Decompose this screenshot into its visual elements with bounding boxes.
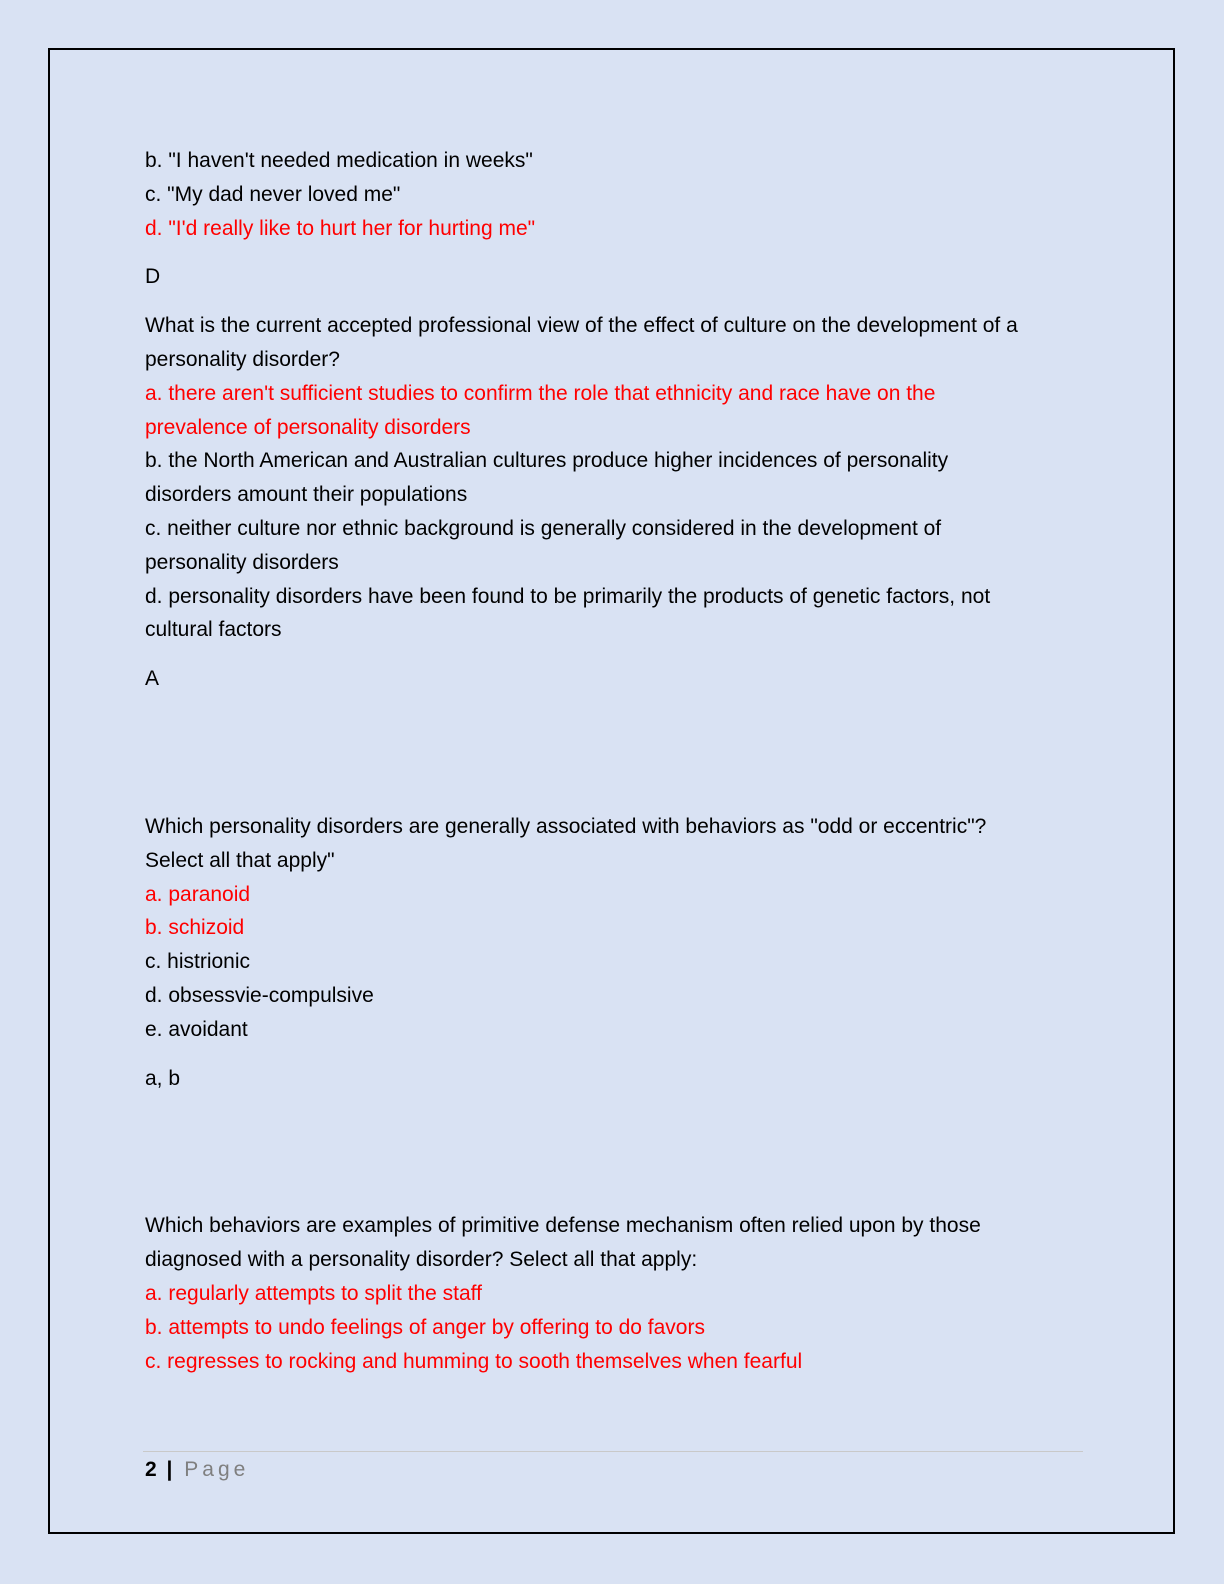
question-text: personality disorder? xyxy=(145,347,340,371)
document-body xyxy=(145,144,1085,1378)
page-number: 2 xyxy=(145,1458,157,1481)
question-3 xyxy=(145,810,1085,1047)
question-text: Which personality disorders are generally associated with behaviors as "odd or eccentric"? xyxy=(145,814,987,838)
question-text: What is the current accepted professional view of the effect of culture on the development of a xyxy=(145,314,1018,338)
question-text: Which behaviors are examples of primitive defense mechanism often relied upon by those xyxy=(145,1214,981,1238)
correct-option-text: prevalence of personality disorders xyxy=(145,415,471,439)
question-text: diagnosed with a personality disorder? Select all that apply: xyxy=(145,1248,698,1272)
page-label: Page xyxy=(184,1458,250,1481)
option-text: disorders amount their populations xyxy=(145,483,468,507)
question-text: Select all that apply" xyxy=(145,848,335,872)
correct-option-text: c. regresses to rocking and humming to sooth themselves when fearful xyxy=(145,1349,803,1373)
page-footer xyxy=(145,1456,249,1484)
option-text: d. personality disorders have been found to be primarily the products of genetic factors, not xyxy=(145,584,991,608)
footer-separator: | xyxy=(166,1458,173,1481)
option-text: c. histrionic xyxy=(145,950,251,974)
correct-option-text: a. there aren't sufficient studies to confirm the role that ethnicity and race have on the xyxy=(145,381,936,405)
option-text: c. neither culture nor ethnic background is generally considered in the development of xyxy=(145,516,942,540)
option-text: b. "I haven't needed medication in weeks" xyxy=(145,149,533,172)
answer-key: A xyxy=(145,667,160,691)
option-text: b. the North American and Australian cultures produce higher incidences of personality xyxy=(145,449,949,473)
question-2 xyxy=(145,309,1085,647)
answer-key: a, b xyxy=(145,1066,181,1090)
correct-option-text: b. attempts to undo feelings of anger by offering to do favors xyxy=(145,1315,705,1339)
footer-divider xyxy=(143,1451,1083,1452)
correct-option-text: a. regularly attempts to split the staff xyxy=(145,1281,482,1305)
option-text: personality disorders xyxy=(145,550,339,574)
question-4 xyxy=(145,1209,1085,1378)
option-text: cultural factors xyxy=(145,618,282,642)
option-text: d. obsessvie-compulsive xyxy=(145,983,374,1007)
option-text: c. "My dad never loved me" xyxy=(145,182,401,206)
correct-option-text: b. schizoid xyxy=(145,916,245,940)
correct-option-text: d. "I'd really like to hurt her for hurting me" xyxy=(145,216,536,240)
option-text: e. avoidant xyxy=(145,1017,248,1041)
correct-option-text: a. paranoid xyxy=(145,882,251,906)
question-1-options xyxy=(145,144,1085,245)
answer-key: D xyxy=(145,265,161,289)
